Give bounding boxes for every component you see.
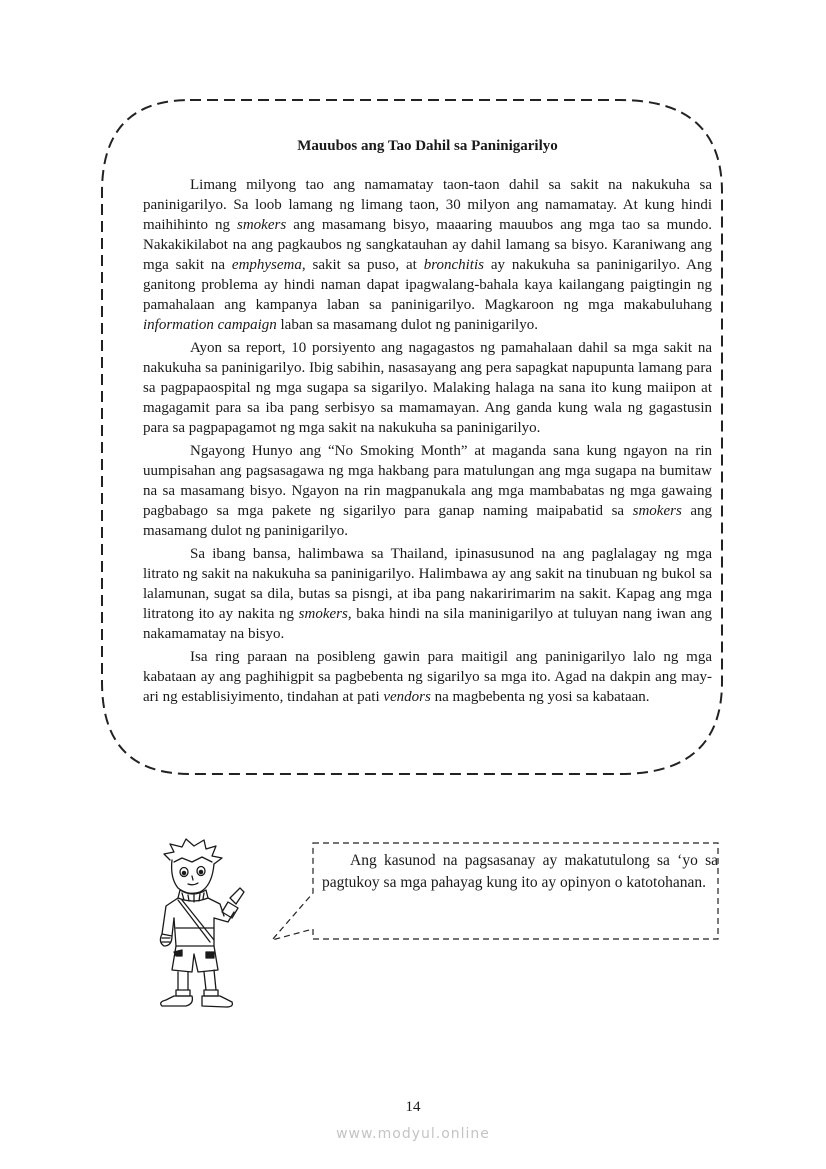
text-run: ay nakukuha sa paninigarilyo. Ang ganitong problema ay hindi naman dapat ipagwalang-bahala kaya kailangang paigtingin ng pamahalaan ang kampanya laban sa paninigarilyo. Magkaroon ng mga makabuluhang [143, 257, 712, 313]
italic-term: bronchitis [423, 257, 484, 273]
italic-term: smokers [237, 217, 287, 233]
page-number: 14 [405, 1099, 421, 1115]
text-run: laban sa masamang dulot ng paninigarilyo. [276, 317, 538, 333]
student-illustration [148, 838, 258, 1010]
text-run: ang masamang bisyo, maaaring mauubos ang mga tao sa mundo. Nakakikilabot na ang pagkaubos ng sangkatauhan ay dahil lamang sa bisyo. Karaniwang ang mga sakit na [143, 217, 712, 273]
callout [313, 844, 718, 894]
italic-term: information campaign [143, 317, 277, 333]
text-run: Isa ring paraan na posibleng gawin para maitigil ang paninigarilyo lalo ng mga kabataan ay ang paghihigpit sa pagbebenta ng sigarilyo sa mga ito. Agad na dakpin ang may-ari ng establisiyimento, tindahan at pati [143, 649, 712, 705]
italic-term: smokers [632, 503, 682, 519]
text-run: Sa ibang bansa, halimbawa sa Thailand, ipinasusunod na ang paglalagay ng mga litrato ng sakit na nakukuha sa paninigarilyo. Halimbawa ay ang sakit na tinubuan ng bukol sa lalamunan, sugat sa dila, butas sa pisngi, at iba pang nakaririmarim na sakit. Kapag ang mga litratong ito ay nakita ng [143, 546, 712, 622]
article-title: Mauubos ang Tao Dahil sa Paninigarilyo [297, 138, 558, 154]
italic-term: emphysema [231, 257, 302, 273]
text-run: Ngayong Hunyo ang “No Smoking Month” at maganda sana kung ngayon na rin uumpisahan ang pagsasagawa ng mga hakbang para matulungan ang mga sugapa na bumitaw na sa masamang bisyo. Ngayon na rin magpanukala ang mga mambabatas ng mga gawaing pagbabago sa mga pakete ng sigarilyo para ganap naming maipabatid sa [143, 443, 712, 519]
italic-term: vendors [383, 689, 431, 705]
watermark: www.modyul.online [336, 1126, 490, 1142]
callout-text: Ang kasunod na pagsasanay ay makatutulong sa ‘yo sa pagtukoy sa mga pahayag kung ito ay opinyon o katotohanan. [322, 852, 718, 891]
text-run: Ayon sa report, 10 porsiyento ang nagagastos ng pamahalaan dahil sa mga sakit na nakukuha sa paninigarilyo. Ibig sabihin, nasasayang ang pera sapagkat napupunta lamang para sa pagpapaospital ng mga sugapa sa sigarilyo. Malaking halaga na sana ito kung maiipon at magagamit para sa iba pang serbisyo sa mamamayan. Ang ganda kung wala ng gagastusin para sa pagpapagamot ng mga sakit na nakukuha sa paninigarilyo. [143, 340, 712, 436]
italic-term: smokers [298, 606, 348, 622]
text-run: na magbebenta ng yosi sa kabataan. [430, 689, 650, 705]
text-run: , sakit sa puso, at [301, 257, 424, 273]
text-run: ang masamang dulot ng paninigarilyo. [143, 503, 712, 539]
text-run: Limang milyong tao ang namamatay taon-taon dahil sa sakit na nakukuha sa paninigarilyo. Sa loob lamang ng limang taon, 30 milyon ang namamatay. At kung hindi maihihinto ng [143, 177, 712, 233]
text-run: , baka hindi na sila maninigarilyo at tuluyan nang iwan ang nakamamatay na bisyo. [143, 606, 713, 642]
